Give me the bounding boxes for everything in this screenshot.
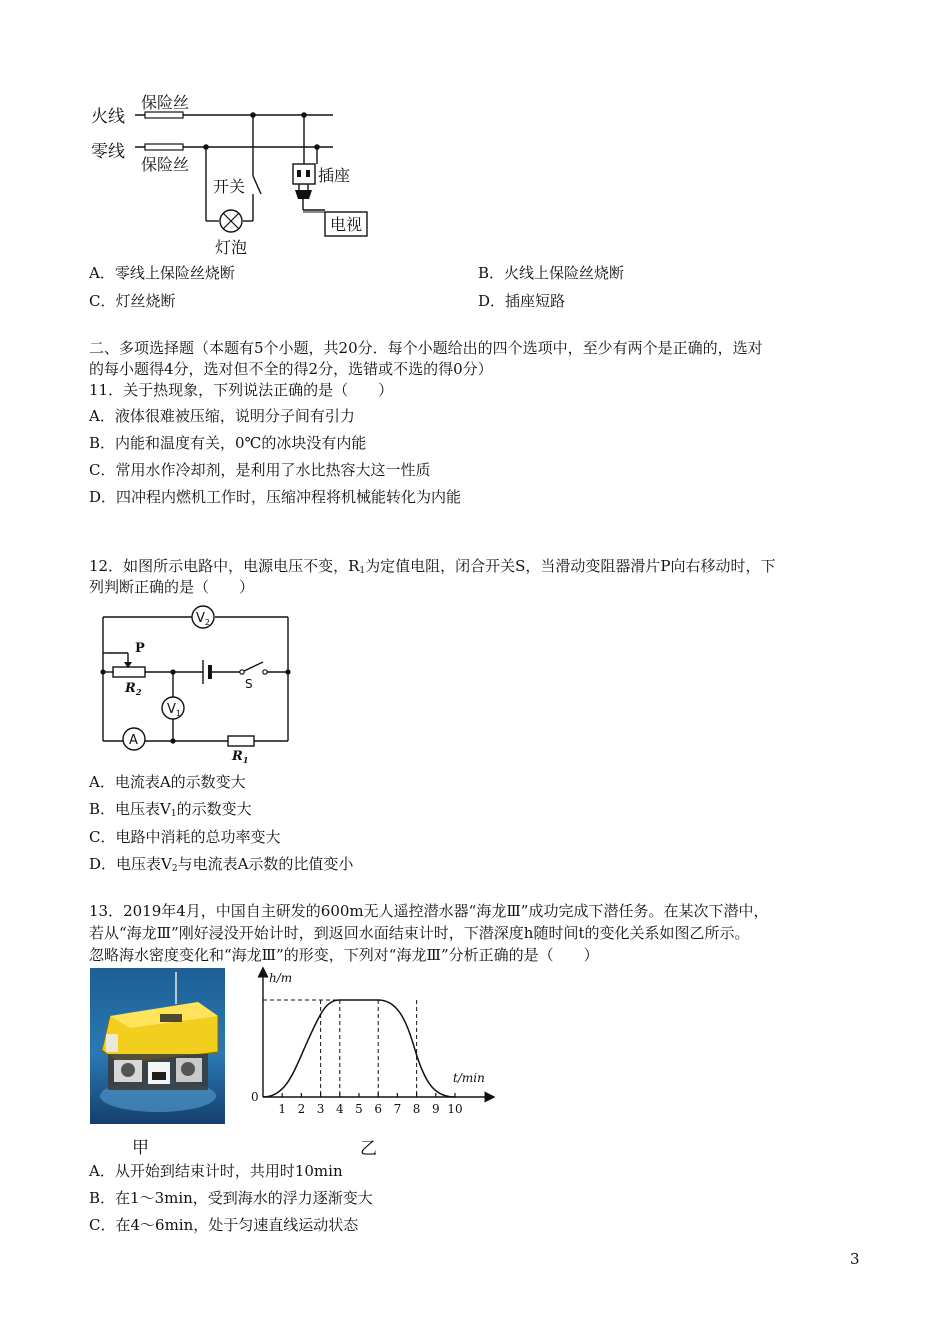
lamp-label: 灯泡	[215, 238, 248, 257]
submersible-photo	[90, 968, 225, 1124]
x-tick-label: 6	[374, 1102, 383, 1116]
depth-curve	[263, 1000, 455, 1097]
origin-label: 0	[251, 1090, 259, 1104]
rheostat-symbol	[113, 667, 145, 677]
wiring-diagram	[85, 88, 385, 260]
q12-option-b: B．电压表$V_1$的示数变大	[89, 800, 252, 819]
switch-symbol	[253, 176, 261, 194]
q13-stem-line-1: 13．2019年4月，中国自主研发的600m无人遥控潜水器“海龙Ⅲ”成功完成下潜任务。在某次下潜中，	[89, 902, 769, 920]
q12-option-c: C．电路中消耗的总功率变大	[89, 828, 281, 846]
r1-label: $R_1$	[232, 749, 249, 765]
y-axis-label: h/m	[269, 971, 293, 985]
q11-option-b: B．内能和温度有关，0℃的冰块没有内能	[89, 434, 367, 452]
q12-option-a: A．电流表A的示数变大	[89, 773, 246, 791]
ammeter-label: A	[129, 733, 138, 748]
switch-s-label: S	[245, 677, 253, 691]
q10-option-b: B．火线上保险丝烧断	[478, 264, 625, 282]
fuse-live-label: 保险丝	[141, 93, 190, 112]
voltmeter-v1-label: $V_1$	[167, 702, 181, 718]
section-2-line-2: 的每小题得4分，选对但不全的得2分，选错或不选的得0分）	[89, 360, 493, 378]
q11-stem: 11．关于热现象，下列说法正确的是（ ）	[89, 381, 394, 399]
q13-option-b: B．在1～3min，受到海水的浮力逐渐变大	[89, 1189, 373, 1207]
page-number: 3	[850, 1250, 860, 1268]
q10-option-a: A．零线上保险丝烧断	[89, 264, 235, 282]
x-axis-label: t/min	[453, 1071, 485, 1085]
q11-option-a: A．液体很难被压缩，说明分子间有引力	[89, 407, 355, 425]
voltmeter-v2-label: $V_2$	[196, 611, 210, 627]
q13-stem-line-2: 若从“海龙Ⅲ”刚好浸没开始计时，到返回水面结束计时，下潜深度h随时间t的变化关系如图乙所示。	[89, 924, 750, 942]
x-tick-label: 1	[278, 1102, 287, 1116]
live-wire-label: 火线	[91, 107, 125, 127]
fuse-neutral-symbol	[145, 144, 183, 150]
q11-option-d: D．四冲程内燃机工作时，压缩冲程将机械能转化为内能	[89, 488, 462, 506]
figure-jia-caption: 甲	[132, 1138, 149, 1158]
battery-short-plate	[208, 665, 212, 679]
q13-stem-line-3: 忽略海水密度变化和“海龙Ⅲ”的形变，下列对“海龙Ⅲ”分析正确的是（ ）	[89, 946, 599, 964]
fuse-live-symbol	[145, 112, 183, 118]
q13-option-a: A．从开始到结束计时，共用时10min	[89, 1162, 343, 1180]
circuit-diagram	[95, 604, 300, 766]
tv-label: 电视	[330, 215, 363, 234]
x-tick-label: 7	[393, 1102, 402, 1116]
q10-option-d: D．插座短路	[478, 292, 566, 310]
slider-p-label: P	[135, 641, 145, 656]
x-tick-label: 4	[335, 1102, 344, 1116]
resistor-r1-symbol	[228, 736, 254, 746]
r2-label: $R_2$	[125, 681, 142, 697]
switch-label: 开关	[213, 177, 246, 196]
plug-symbol	[295, 190, 312, 199]
x-tick-label: 3	[316, 1102, 325, 1116]
q13-option-c: C．在4～6min，处于匀速直线运动状态	[89, 1216, 359, 1234]
fuse-neutral-label: 保险丝	[141, 155, 190, 174]
switch-s-symbol	[244, 662, 263, 671]
q12-option-d: D．电压表$V_2$与电流表A示数的比值变小	[89, 855, 354, 874]
depth-time-chart	[245, 966, 495, 1126]
x-tick-label: 2	[297, 1102, 306, 1116]
x-tick-label: 5	[355, 1102, 363, 1116]
x-tick-label: 9	[431, 1102, 440, 1116]
socket-label: 插座	[318, 166, 351, 185]
q11-option-c: C．常用水作冷却剂，是利用了水比热容大这一性质	[89, 461, 431, 479]
q12-stem-line-2: 列判断正确的是（ ）	[89, 578, 255, 596]
section-2-line-1: 二、多项选择题（本题有5个小题，共20分．每个小题给出的四个选项中，至少有两个是正确的，选对	[89, 339, 763, 357]
socket-symbol	[293, 164, 315, 184]
neutral-wire-label: 零线	[91, 142, 125, 162]
q10-option-c: C．灯丝烧断	[89, 292, 176, 310]
x-tick-label: 10	[447, 1102, 463, 1116]
figure-yi-caption: 乙	[360, 1139, 377, 1159]
q12-stem-line-1: 12．如图所示电路中，电源电压不变，$R_1$为定值电阻，闭合开关S，当滑动变阻器滑片P向右移动时，下	[89, 557, 776, 576]
x-tick-label: 8	[412, 1102, 421, 1116]
